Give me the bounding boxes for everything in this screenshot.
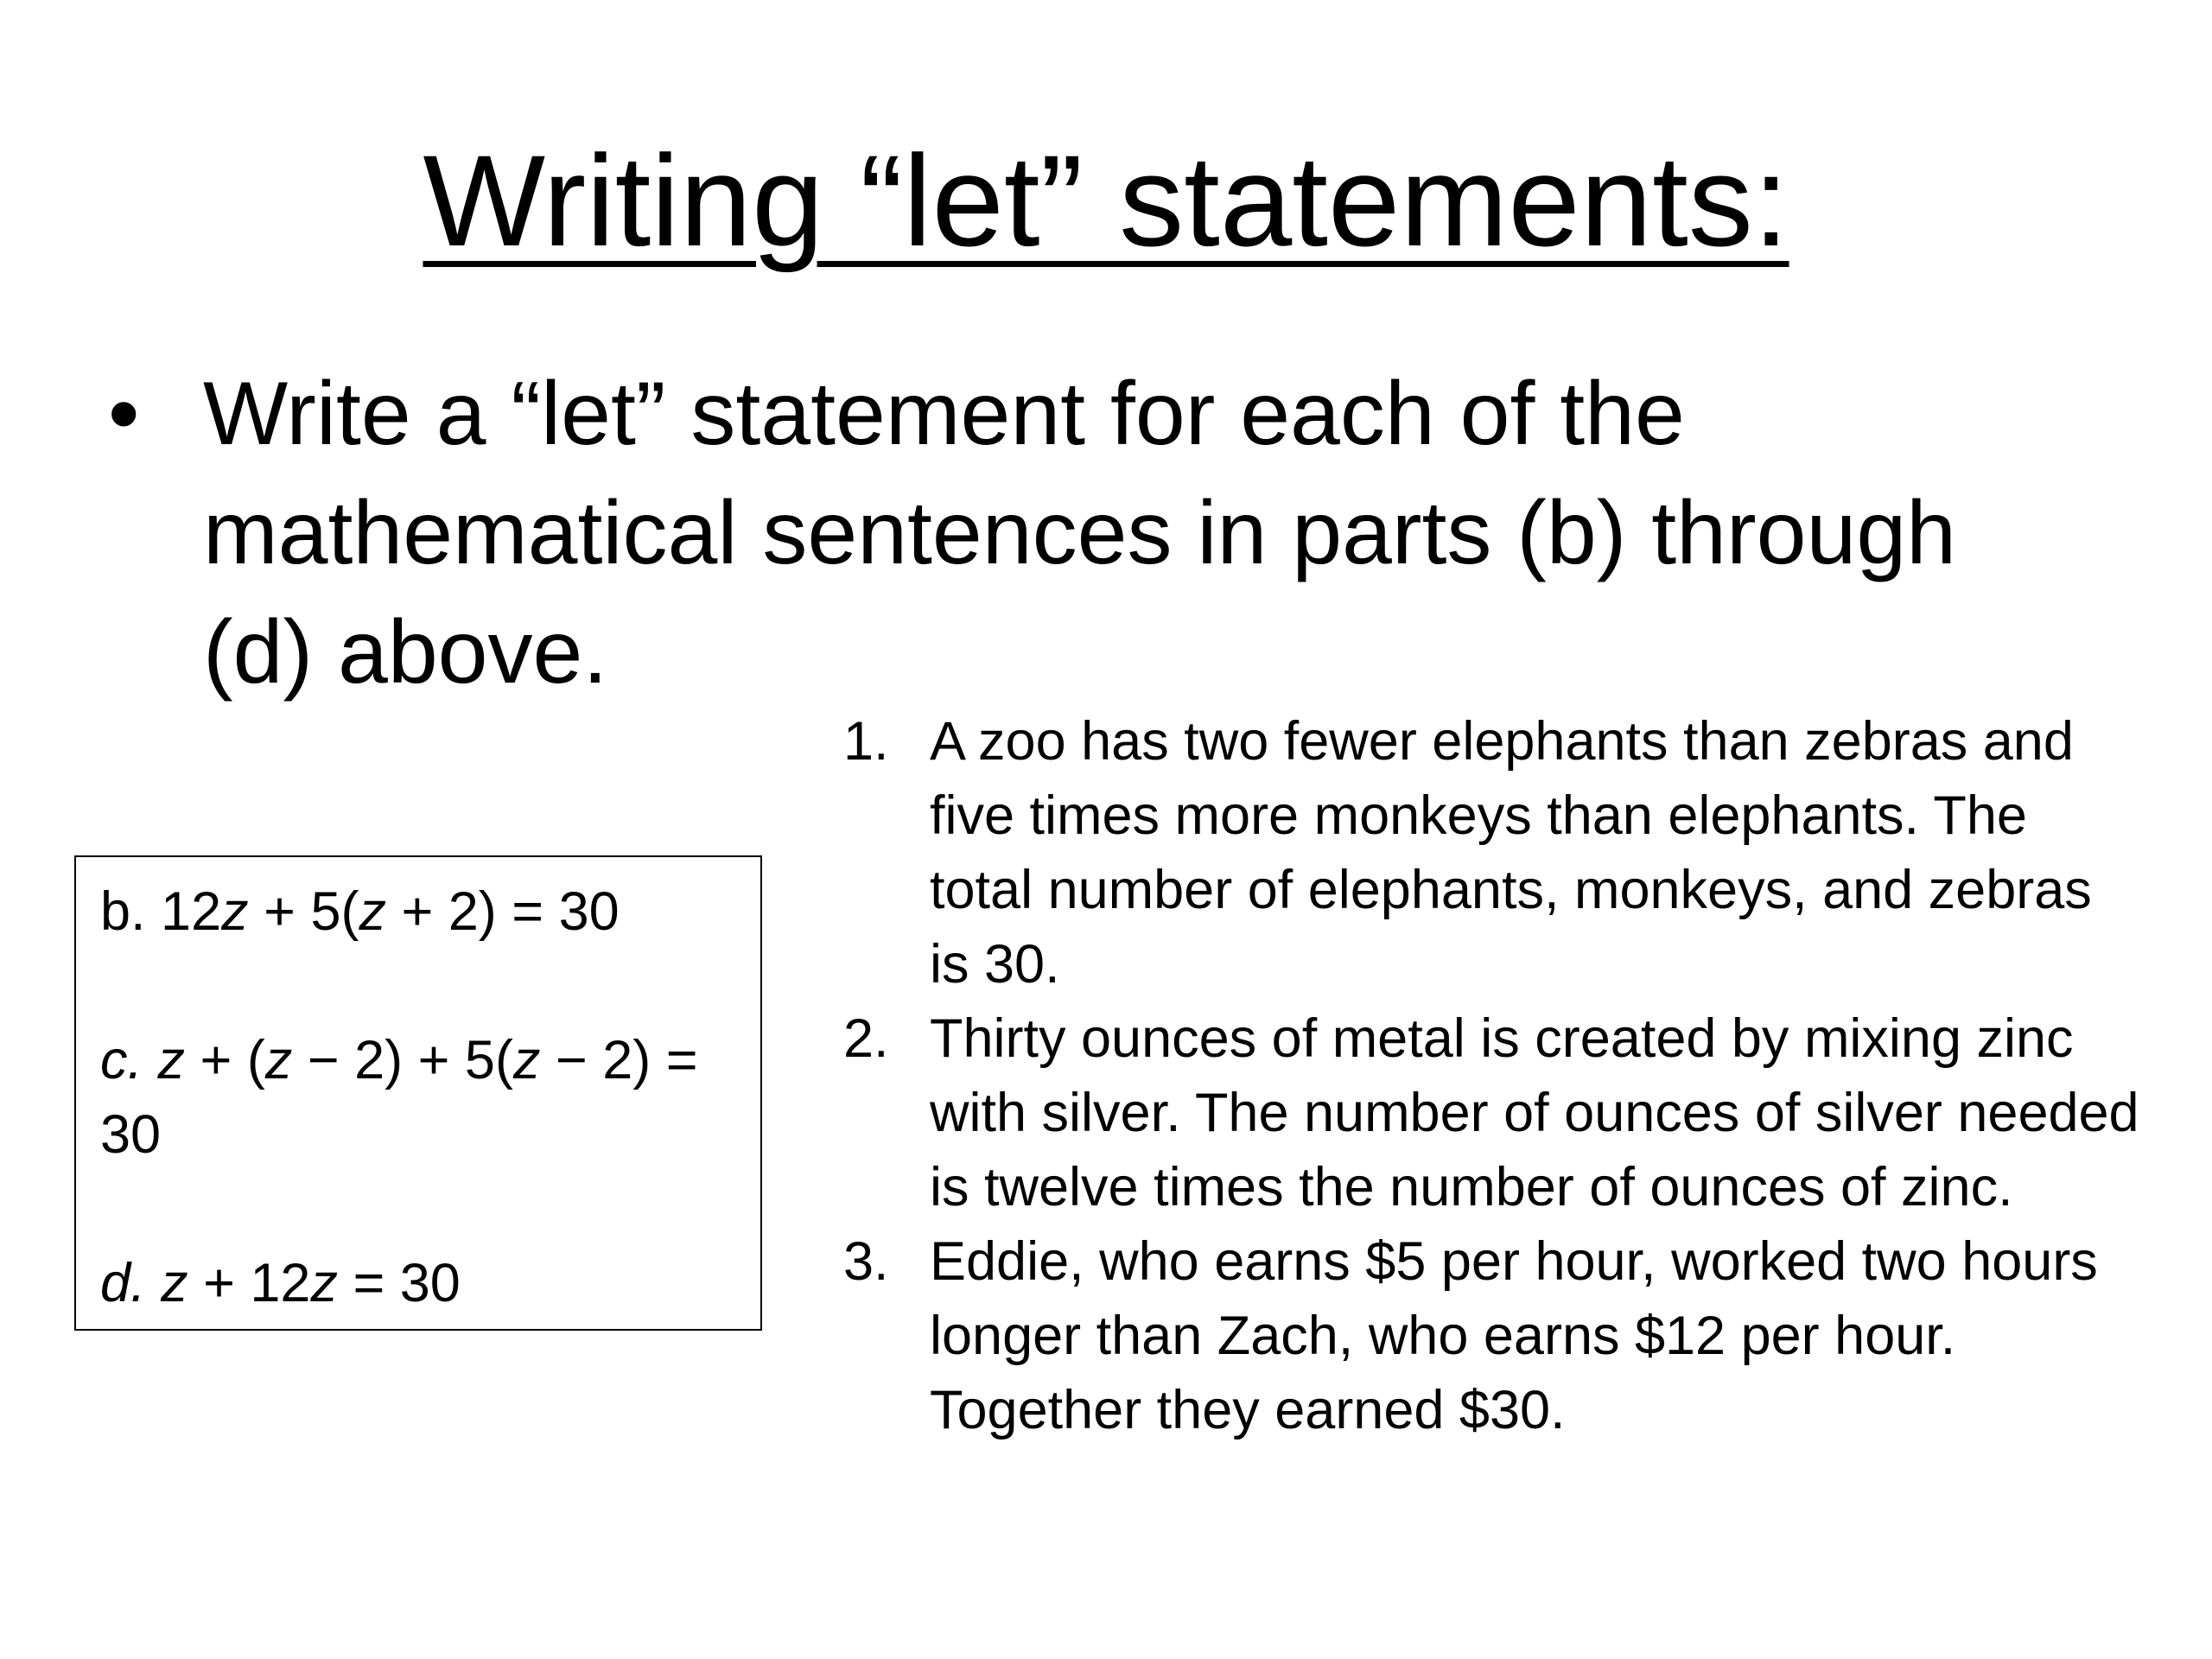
equation-part [143, 1030, 158, 1090]
slide-title [0, 130, 2212, 272]
equation-part: + 5( [248, 881, 359, 942]
equation-part: + 2) = 30 [385, 881, 620, 942]
equation-part: + 12 [188, 1253, 311, 1313]
equation-part [146, 1253, 162, 1313]
equation-variable: z [264, 1030, 293, 1090]
equation-label: b. [100, 881, 146, 942]
bullet-dot-icon: • [108, 364, 140, 464]
word-problem-item [843, 704, 2139, 1001]
instruction-bullet [108, 354, 2035, 712]
word-problem-number: 1. [843, 711, 889, 772]
equation-b [100, 874, 736, 949]
equation-part: 12 [145, 881, 222, 942]
word-problem-number: 2. [843, 1008, 889, 1069]
equation-box [74, 855, 762, 1331]
word-problem-text: Thirty ounces of metal is created by mixing zinc with silver. The number of ounces of silver needed is twelve times the number of ounces of zinc. [930, 1008, 2139, 1217]
word-problem-text: Eddie, who earns $5 per hour, worked two hours longer than Zach, who earns $12 per hour. Together they earned $30. [930, 1231, 2098, 1440]
word-problem-text: A zoo has two fewer elephants than zebras and five times more monkeys than elephants. The total number of elephants, monkeys, and zebras is 30. [930, 711, 2092, 995]
word-problem-list [843, 704, 2139, 1447]
equation-label: d. [100, 1253, 146, 1313]
word-problem-item [843, 1001, 2139, 1224]
equation-variable: z [310, 1253, 338, 1313]
equation-variable: z [512, 1030, 541, 1090]
instruction-text: Write a “let” statement for each of the mathematical sentences in parts (b) through (d) above. [203, 364, 1957, 702]
equation-label: c. [100, 1030, 143, 1090]
equation-variable: z [161, 1253, 188, 1313]
equation-part: + ( [185, 1030, 265, 1090]
word-problem-number: 3. [843, 1231, 889, 1292]
equation-variable: z [157, 1030, 186, 1090]
equation-variable: z [359, 881, 386, 942]
equation-variable: z [221, 881, 249, 942]
slide-title-text: Writing “let” statements: [423, 128, 1789, 273]
equation-c [100, 1023, 736, 1172]
word-problem-item [843, 1224, 2139, 1447]
equation-d [100, 1246, 736, 1320]
equation-part: = 30 [337, 1253, 461, 1313]
equation-part: − 2) = 30 [100, 1030, 698, 1165]
equation-part: − 2) + 5( [292, 1030, 513, 1090]
